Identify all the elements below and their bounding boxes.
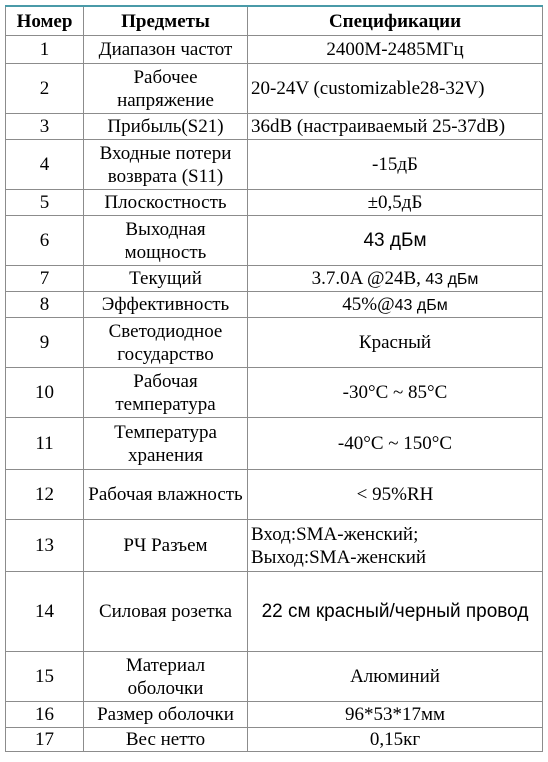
row-item: Входные потери возврата (S11) — [84, 140, 248, 190]
row-item: Плоскостность — [84, 190, 248, 216]
table-row — [6, 368, 543, 418]
row-item: Температура хранения — [84, 418, 248, 470]
spec-part: 43 дБм — [420, 270, 479, 288]
row-spec: 2400M-2485MГц — [248, 36, 543, 64]
table-row — [6, 216, 543, 266]
row-item: Текущий — [84, 266, 248, 292]
table-row — [6, 190, 543, 216]
row-spec: -40°C ~ 150°C — [248, 418, 543, 470]
row-number: 1 — [6, 36, 84, 64]
row-spec: 36dB (настраиваемый 25-37dB) — [248, 114, 543, 140]
row-number: 10 — [6, 368, 84, 418]
table-row — [6, 140, 543, 190]
row-number: 4 — [6, 140, 84, 190]
header-specifications: Спецификации — [248, 6, 543, 36]
table-row — [6, 728, 543, 752]
row-spec: Алюминий — [248, 652, 543, 702]
row-item: Размер оболочки — [84, 702, 248, 728]
row-item: Рабочая температура — [84, 368, 248, 418]
row-item: Эффективность — [84, 292, 248, 318]
spec-table-container — [5, 5, 542, 752]
row-spec: 96*53*17мм — [248, 702, 543, 728]
row-number: 3 — [6, 114, 84, 140]
row-number: 7 — [6, 266, 84, 292]
row-number: 15 — [6, 652, 84, 702]
table-row — [6, 652, 543, 702]
row-spec — [248, 292, 543, 318]
table-row — [6, 64, 543, 114]
table-header-row — [6, 6, 543, 36]
specifications-table — [5, 5, 543, 752]
row-spec: -15дБ — [248, 140, 543, 190]
row-item: Материал оболочки — [84, 652, 248, 702]
row-number: 8 — [6, 292, 84, 318]
row-spec: Красный — [248, 318, 543, 368]
table-row — [6, 36, 543, 64]
row-number: 13 — [6, 520, 84, 572]
row-spec: ±0,5дБ — [248, 190, 543, 216]
row-number: 2 — [6, 64, 84, 114]
row-number: 5 — [6, 190, 84, 216]
spec-line: Выход:SMA-женский — [251, 546, 427, 568]
row-item: Силовая розетка — [84, 572, 248, 652]
table-row — [6, 266, 543, 292]
row-item: Диапазон частот — [84, 36, 248, 64]
row-spec: 43 дБм — [248, 216, 543, 266]
row-spec — [248, 266, 543, 292]
row-spec: 0,15кг — [248, 728, 543, 752]
spec-part: 45%@ — [342, 293, 395, 315]
row-spec: < 95%RH — [248, 470, 543, 520]
spec-part: 43 дБм — [394, 296, 448, 314]
row-item: Светодиодное государство — [84, 318, 248, 368]
row-item: Прибыль(S21) — [84, 114, 248, 140]
row-number: 17 — [6, 728, 84, 752]
table-row — [6, 292, 543, 318]
header-number: Номер — [6, 6, 84, 36]
row-item: Вес нетто — [84, 728, 248, 752]
row-spec: 20-24V (customizable28-32V) — [248, 64, 543, 114]
row-number: 14 — [6, 572, 84, 652]
table-row — [6, 418, 543, 470]
table-row — [6, 572, 543, 652]
row-item: РЧ Разъем — [84, 520, 248, 572]
row-item: Выходная мощность — [84, 216, 248, 266]
table-row — [6, 702, 543, 728]
row-item: Рабочая влажность — [84, 470, 248, 520]
row-item: Рабочее напряжение — [84, 64, 248, 114]
header-items: Предметы — [84, 6, 248, 36]
row-number: 9 — [6, 318, 84, 368]
table-row — [6, 114, 543, 140]
spec-part: 3.7.0A @24В, — [311, 267, 421, 289]
row-number: 11 — [6, 418, 84, 470]
row-spec: 22 см красный/черный провод — [248, 572, 543, 652]
row-spec: -30°C ~ 85°C — [248, 368, 543, 418]
row-spec — [248, 520, 543, 572]
row-number: 16 — [6, 702, 84, 728]
spec-line: Вход:SMA-женский; — [251, 523, 419, 545]
table-row — [6, 318, 543, 368]
row-number: 6 — [6, 216, 84, 266]
table-row — [6, 520, 543, 572]
row-number: 12 — [6, 470, 84, 520]
table-row — [6, 470, 543, 520]
